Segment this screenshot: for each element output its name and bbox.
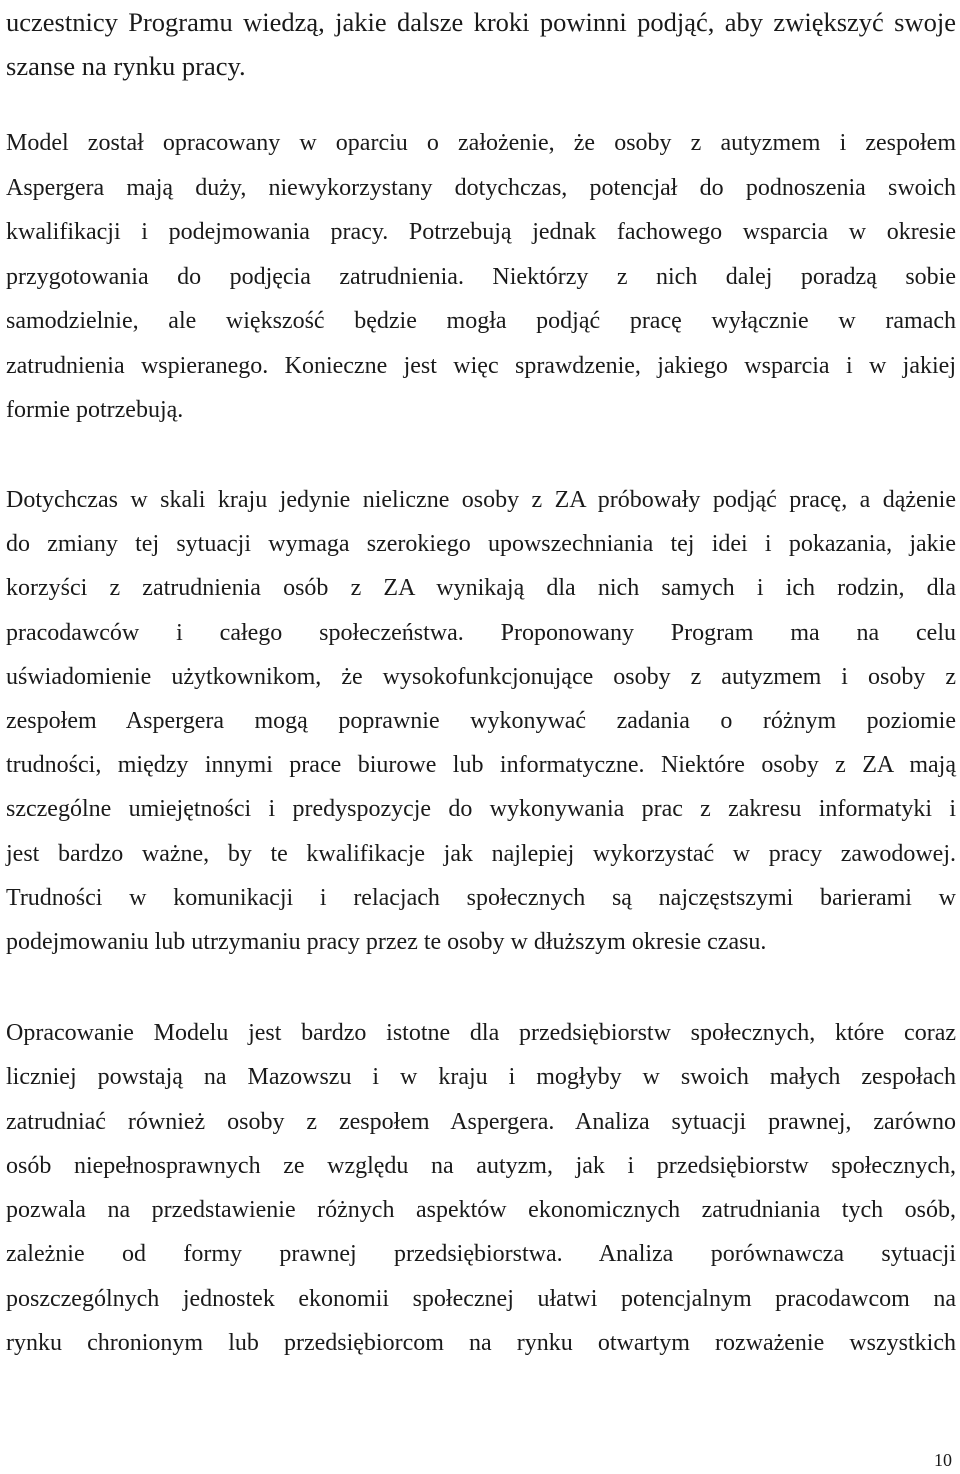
text-line: pracodawców i całego społeczeństwa. Proponowany Program ma na celu: [6, 619, 956, 646]
text-line: Dotychczas w skali kraju jedynie nieliczne osoby z ZA próbowały podjąć pracę, a dążenie: [6, 487, 956, 513]
text-line: szczególne umiejętności i predyspozycje do wykonywania prac z zakresu informatyki i: [6, 796, 956, 823]
text-line: zatrudnienia wspieranego. Konieczne jest więc sprawdzenie, jakiego wsparcia i w jakiej: [6, 352, 956, 379]
text-line: Opracowanie Modelu jest bardzo istotne dla przedsiębiorstw społecznych, które coraz: [6, 1020, 956, 1046]
text-line: jest bardzo ważne, by te kwalifikacje jak najlepiej wykorzystać w pracy zawodowej.: [6, 840, 956, 867]
text-line: samodzielnie, ale większość będzie mogła podjąć pracę wyłącznie w ramach: [6, 308, 956, 334]
text-line: rynku chronionym lub przedsiębiorcom na rynku otwartym rozważenie wszystkich: [6, 1330, 956, 1357]
paragraph-continuation: [6, 0, 956, 88]
text-line: zależnie od formy prawnej przedsiębiorstwa. Analiza porównawcza sytuacji: [6, 1241, 956, 1268]
text-line: uświadomienie użytkownikom, że wysokofunkcjonujące osoby z autyzmem i osoby z: [6, 663, 956, 690]
text-line: osób niepełnosprawnych ze względu na autyzm, jak i przedsiębiorstw społecznych,: [6, 1152, 956, 1179]
text-line: uczestnicy Programu wiedzą, jakie dalsze kroki powinni podjąć, aby zwiększyć swoje: [6, 7, 956, 37]
text-line: szanse na rynku pracy.: [6, 51, 246, 81]
text-line: formie potrzebują.: [6, 397, 184, 423]
text-line: korzyści z zatrudnienia osób z ZA wynikają dla nich samych i ich rodzin, dla: [6, 575, 956, 602]
text-line: liczniej powstają na Mazowszu i w kraju i mogłyby w swoich małych zespołach: [6, 1064, 956, 1091]
document-page: [6, 0, 956, 1474]
text-line: przygotowania do podjęcia zatrudnienia. Niektórzy z nich dalej poradzą sobie: [6, 263, 956, 290]
text-line: do zmiany tej sytuacji wymaga szerokiego upowszechniania tej idei i pokazania, jakie: [6, 531, 956, 558]
paragraph-model-importance: [6, 1011, 956, 1365]
text-line: kwalifikacji i podejmowania pracy. Potrzebują jednak fachowego wsparcia w okresie: [6, 219, 956, 245]
text-line: Model został opracowany w oparciu o założenie, że osoby z autyzmem i zespołem: [6, 130, 956, 156]
text-line: Trudności w komunikacji i relacjach społecznych są najczęstszymi barierami w: [6, 884, 956, 911]
text-line: Aspergera mają duży, niewykorzystany dotychczas, potencjał do podnoszenia swoich: [6, 174, 956, 201]
paragraph-model-assumption: [6, 121, 956, 433]
text-line: podejmowaniu lub utrzymaniu pracy przez te osoby w dłuższym okresie czasu.: [6, 929, 767, 956]
text-line: zespołem Aspergera mogą poprawnie wykonywać zadania o różnym poziomie: [6, 708, 956, 735]
page-number: 10: [934, 1450, 952, 1470]
text-line: trudności, między innymi prace biurowe lub informatyczne. Niektóre osoby z ZA mają: [6, 752, 956, 779]
text-line: poszczególnych jednostek ekonomii społecznej ułatwi potencjalnym pracodawcom na: [6, 1285, 956, 1312]
text-line: pozwala na przedstawienie różnych aspektów ekonomicznych zatrudniania tych osób,: [6, 1197, 956, 1224]
text-line: zatrudniać również osoby z zespołem Aspergera. Analiza sytuacji prawnej, zarówno: [6, 1108, 956, 1135]
paragraph-employment-situation: [6, 478, 956, 964]
